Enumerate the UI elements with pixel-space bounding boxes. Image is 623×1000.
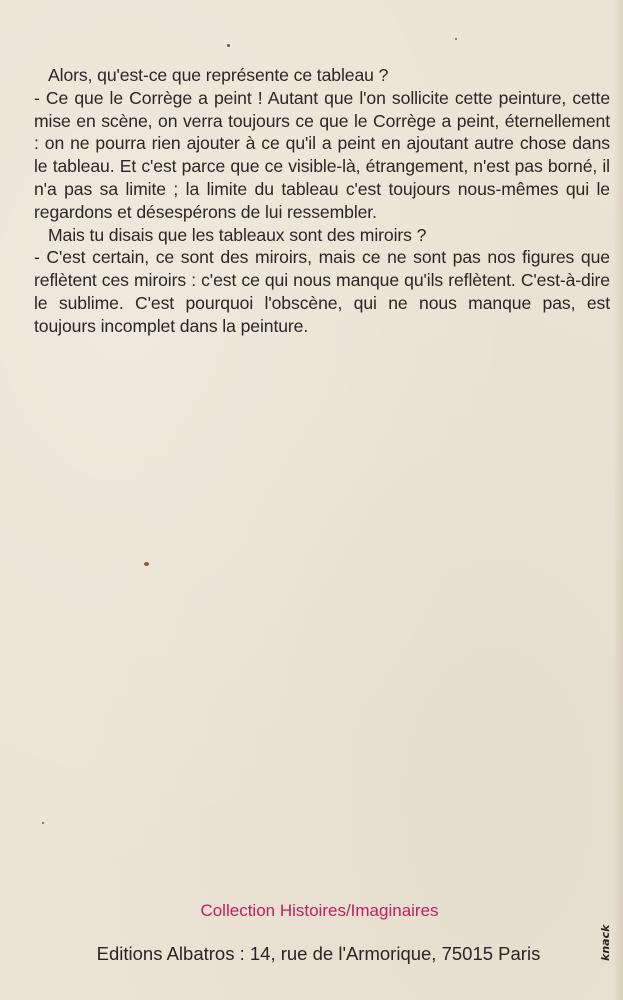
paragraph: Alors, qu'est-ce que représente ce tableau ?: [48, 65, 389, 85]
paper-speck: [144, 562, 149, 566]
paper-speck: [227, 44, 230, 47]
paper-speck: [455, 38, 457, 40]
paper-speck: [42, 822, 44, 824]
excerpt-text: [34, 64, 610, 338]
publisher-address: Editions Albatros : 14, rue de l'Armorique, 75015 Paris: [96, 943, 541, 964]
paragraph: Mais tu disais que les tableaux sont des miroirs ?: [48, 224, 427, 245]
collection-name: Collection Histoires/Imaginaires: [200, 901, 439, 920]
page-edge-shadow: [613, 0, 623, 1000]
designer-mark: knack: [599, 924, 612, 961]
paragraph: - Ce que le Corrège a peint ! Autant que l'on sollicite cette peinture, cette mise en scène, on verra toujours ce que le Corrège a peint, éternellement : on ne pourra rien ajouter à ce qu'il a peint en ajoutant autre chose dans le tableau. Et c'est parce que ce visible-là, étrangement, n'est pas borné, il n'a pas sa limite ; la limite du tableau c'est toujours nous-mêmes qui le regardons et désespérons de lui ressembler.: [34, 87, 610, 222]
paragraph: - C'est certain, ce sont des miroirs, mais ce ne sont pas nos figures que reflètent ces miroirs : c'est ce qui nous manque qu'ils reflètent. C'est-à-dire le sublime. C'est pourquoi l'obscène, qui ne nous manque pas, est toujours incomplet dans la peinture.: [34, 247, 610, 336]
